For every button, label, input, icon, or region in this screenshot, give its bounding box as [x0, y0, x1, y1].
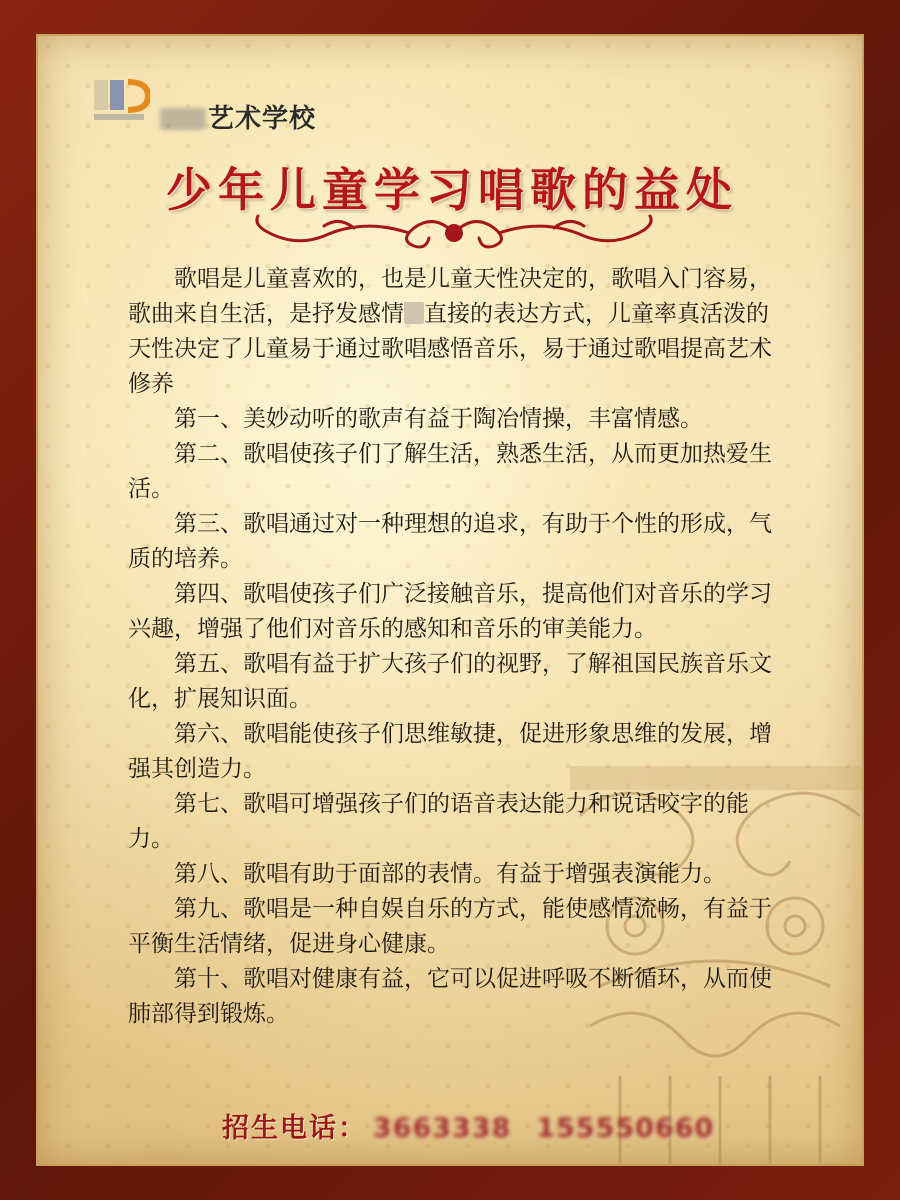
benefit-4: 第四、歌唱使孩子们广泛接触音乐，提高他们对音乐的学习兴趣，增强了他们对音乐的感知和音乐的审美能力。 — [128, 581, 772, 642]
benefit-8: 第八、歌唱有助于面部的表情。有益于增强表演能力。 — [174, 861, 726, 887]
enrollment-phone — [222, 1106, 714, 1145]
phone-number-1: 3663338 — [373, 1113, 512, 1144]
poster-title: 少年儿童学习唱歌的益处 — [166, 163, 738, 217]
scroll-ornament-icon — [244, 208, 664, 258]
school-logo — [90, 76, 390, 134]
logo-mark-icon — [90, 76, 150, 126]
poster-board — [36, 34, 864, 1166]
benefit-1: 第一、美妙动听的歌声有益于陶冶情操，丰富情感。 — [174, 406, 703, 432]
benefit-6: 第六、歌唱能使孩子们思维敏捷，促进形象思维的发展，增强其创造力。 — [128, 721, 772, 782]
benefit-9: 第九、歌唱是一种自娱自乐的方式，能使感情流畅，有益于平衡生活情绪，促进身心健康。 — [128, 896, 772, 957]
phone-label: 招生电话： — [222, 1113, 367, 1144]
school-name: 艺术学校 — [160, 98, 316, 135]
benefit-2: 第二、歌唱使孩子们了解生活，熟悉生活，从而更加热爱生活。 — [128, 441, 772, 502]
redacted-character — [404, 302, 424, 324]
benefit-7: 第七、歌唱可增强孩子们的语音表达能力和说话咬字的能力。 — [128, 791, 749, 852]
benefit-3: 第三、歌唱通过对一种理想的追求，有助于个性的形成，气质的培养。 — [128, 511, 772, 572]
benefit-10: 第十、歌唱对健康有益，它可以促进呼吸不断循环，从而使肺部得到锻炼。 — [128, 966, 772, 1027]
benefits-text — [128, 262, 788, 1032]
phone-number-2: 155550660 — [536, 1113, 715, 1144]
benefit-5: 第五、歌唱有益于扩大孩子们的视野，了解祖国民族音乐文化，扩展知识面。 — [128, 651, 772, 712]
redacted-school-prefix — [160, 108, 206, 130]
intro-paragraph: 歌唱是儿童喜欢的，也是儿童天性决定的，歌唱入门容易，歌曲来自生活，是抒发感情 直接的表达方式，儿童率真活泼的天性决定了儿童易于通过歌唱感悟音乐，易于通过歌唱提高艺术修养 — [128, 266, 772, 397]
